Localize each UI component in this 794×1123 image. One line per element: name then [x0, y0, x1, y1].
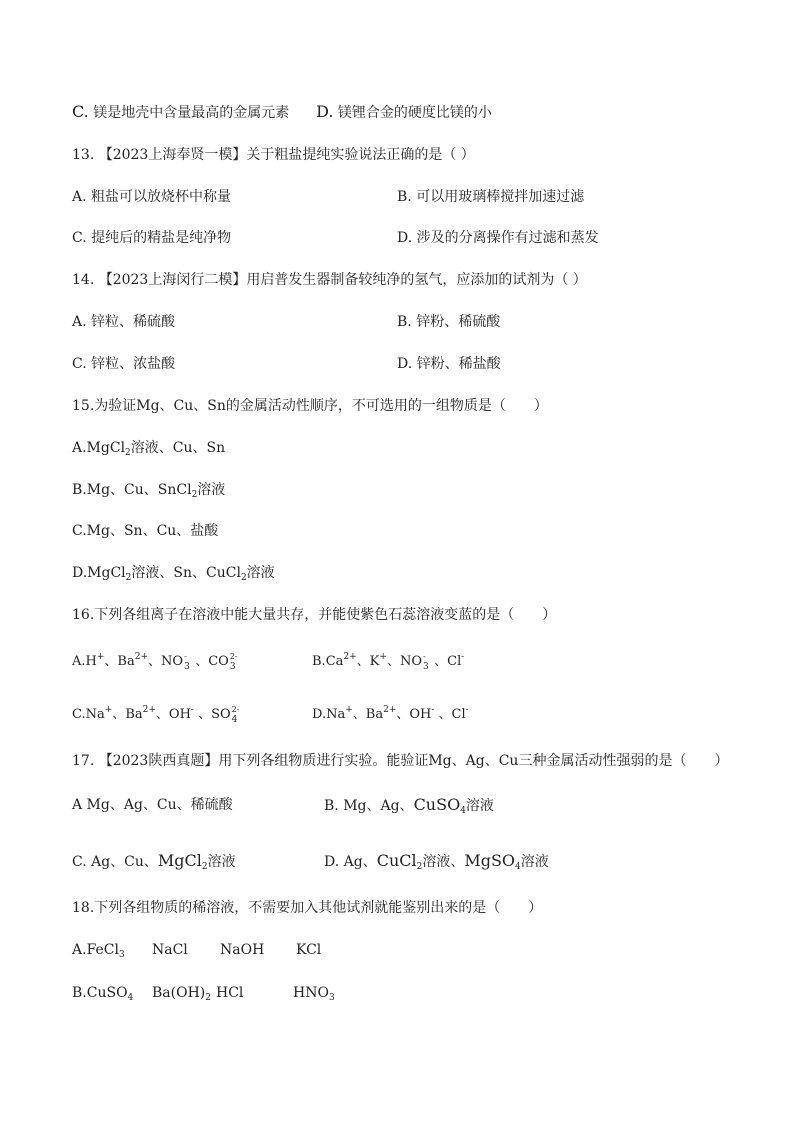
q13-option-a: A. 粗盐可以放烧杯中称量	[72, 189, 232, 205]
q15-a-text-2: 溶液、Cu、Sn	[130, 440, 226, 456]
q16-b-label: B.	[312, 654, 326, 669]
q17-d-formula-2: MgSO	[464, 851, 516, 870]
q16-a-h: H	[85, 654, 97, 669]
q16-a-no-subscript: 3	[184, 662, 190, 672]
q12-option-d-label: D.	[316, 102, 334, 121]
q17-c-formula: MgCl	[157, 851, 202, 870]
q18-a-item-4: KCl	[296, 942, 322, 958]
q15-d-subscript-1: 2	[125, 573, 132, 583]
q16-a-co-charge: 2-	[229, 652, 238, 661]
q16-d-oh: 、OH	[396, 707, 432, 722]
q16-d-ba: 、Ba	[352, 707, 384, 722]
q16-d-cl: 、Cl	[434, 707, 466, 722]
q16-a-h-charge: +	[96, 652, 105, 662]
q16-b-k: 、K	[356, 654, 380, 669]
q16-d-na: Na	[326, 707, 346, 722]
q18-stem: 18.下列各组物质的稀溶液，不需要加入其他试剂就能鉴别出来的是（ ）	[72, 900, 543, 916]
q13-option-d: D. 涉及的分离操作有过滤和蒸发	[397, 230, 599, 246]
q17-option-b	[324, 796, 494, 815]
q18-b-label: B.	[72, 985, 87, 1001]
q17-b-text: B. Mg、Ag、	[324, 798, 414, 814]
q16-d-na-charge: +	[345, 705, 353, 715]
q16-a-no: 、NO	[148, 654, 184, 669]
q18-b-item-2-subscript: 2	[205, 993, 211, 1003]
q16-b-cl-charge: -	[461, 652, 465, 662]
q16-a-ba-charge: 2+	[134, 652, 149, 662]
q14-option-c: C. 锌粒、浓盐酸	[72, 356, 176, 372]
q18-a-item-2: NaCl	[152, 942, 188, 958]
q16-d-oh-charge: -	[431, 705, 435, 715]
q15-stem: 15.为验证Mg、Cu、Sn的金属活动性顺序，不可选用的一组物质是（ ）	[72, 398, 548, 414]
q15-b-text: B.Mg、Cu、SnCl	[72, 482, 192, 498]
q17-d-subscript-1: 2	[416, 862, 423, 872]
q16-a-no-charge: -	[184, 652, 187, 661]
q15-option-c: C.Mg、Sn、Cu、盐酸	[72, 523, 219, 539]
q12-option-c-text: 镁是地壳中含量最高的金属元素	[93, 105, 290, 121]
q17-d-text-2: 溶液、	[422, 854, 465, 870]
q17-d-text: D. Ag、	[324, 854, 377, 870]
q17-b-subscript: 4	[460, 806, 466, 816]
q17-c-text: C. Ag、Cu、	[72, 854, 158, 870]
q16-b-no-charge: -	[422, 652, 426, 661]
q13-option-b: B. 可以用玻璃棒搅拌加速过滤	[397, 189, 585, 205]
q14-stem: 14. 【2023上海闵行二模】用启普发生器制备较纯净的氢气，应添加的试剂为（ ）	[72, 272, 587, 288]
q15-d-text-3: 溶液	[246, 565, 275, 581]
q16-stem: 16.下列各组离子在溶液中能大量共存，并能使紫色石蕊溶液变蓝的是（ ）	[72, 607, 557, 623]
q18-a-item-1: FeCl	[86, 942, 119, 958]
q16-option-d	[312, 706, 469, 724]
q18-b-item-2-text: Ba(OH)	[152, 985, 206, 1001]
q16-option-a	[72, 653, 237, 671]
q17-stem: 17. 【2023陕西真题】用下列各组物质进行实验。能验证Mg、Ag、Cu三种金属活动性强弱的是（ ）	[72, 753, 729, 769]
q17-option-d	[324, 852, 549, 871]
q13-stem: 13. 【2023上海奉贤一模】关于粗盐提纯实验说法正确的是（ ）	[72, 147, 475, 163]
q16-b-no-subscript: 3	[422, 662, 429, 672]
q18-option-b	[72, 984, 133, 1002]
q18-b-item-1: CuSO	[86, 985, 128, 1001]
q16-d-label: D.	[312, 707, 327, 722]
q15-d-text: D.MgCl	[72, 565, 126, 581]
q17-option-a: A Mg、Ag、Cu、稀硫酸	[72, 797, 233, 813]
q16-b-ca: Ca	[325, 654, 344, 669]
q16-c-na-charge: +	[104, 705, 113, 715]
q17-d-subscript-2: 4	[515, 862, 521, 872]
q16-c-ba: 、Ba	[112, 707, 143, 722]
q15-b-subscript: 2	[191, 490, 198, 500]
q17-b-formula: CuSO	[413, 795, 461, 814]
q16-a-co-subscript: 3	[229, 662, 236, 672]
q18-b-item-4-subscript: 3	[328, 993, 335, 1003]
q12-option-row	[72, 103, 492, 122]
q16-c-label: C.	[72, 707, 86, 722]
q18-option-a	[72, 941, 125, 959]
q18-a-label: A.	[72, 942, 87, 958]
q15-a-subscript: 2	[125, 448, 131, 458]
q14-option-b: B. 锌粉、稀硫酸	[397, 314, 501, 330]
q15-d-subscript-2: 2	[240, 573, 247, 583]
q16-b-k-charge: +	[379, 652, 387, 662]
q15-option-b	[72, 481, 225, 499]
q16-c-oh: 、OH	[155, 707, 191, 722]
q17-b-text-2: 溶液	[465, 798, 494, 814]
q16-d-ba-charge: 2+	[383, 705, 397, 715]
q16-a-label: A.	[72, 654, 86, 669]
q15-option-d	[72, 564, 275, 582]
q18-b-item-4	[293, 984, 335, 1002]
q15-b-text-2: 溶液	[197, 482, 226, 498]
q16-option-c	[72, 706, 239, 724]
q16-a-co: 、CO	[191, 654, 229, 669]
q18-b-item-4-text: HNO	[293, 985, 329, 1001]
q17-c-text-2: 溶液	[207, 854, 236, 870]
q14-option-d: D. 锌粉、稀盐酸	[397, 356, 501, 372]
q17-option-c	[72, 852, 236, 871]
q15-a-text: A.MgCl	[72, 440, 126, 456]
q16-b-no: 、NO	[386, 654, 422, 669]
q12-option-d-text: 镁锂合金的硬度比镁的小	[337, 105, 492, 121]
q16-c-so-subscript: 4	[231, 715, 238, 725]
q16-b-ca-charge: 2+	[343, 652, 357, 662]
q12-option-c-label: C.	[72, 102, 89, 121]
q16-c-so: 、SO	[193, 707, 231, 722]
q17-c-subscript: 2	[201, 862, 208, 872]
q16-c-so-charge: 2-	[231, 705, 240, 714]
q18-b-item-2	[152, 984, 211, 1002]
q16-d-cl-charge: -	[465, 705, 469, 715]
q13-option-c: C. 提纯后的精盐是纯净物	[72, 230, 232, 246]
q15-option-a	[72, 439, 225, 457]
q15-d-text-2: 溶液、Sn、CuCl	[131, 565, 241, 581]
q18-a-item-3: NaOH	[220, 942, 265, 958]
q17-d-formula-1: CuCl	[376, 851, 417, 870]
q17-d-text-3: 溶液	[520, 854, 549, 870]
q14-option-a: A. 锌粒、稀硫酸	[72, 314, 176, 330]
q16-b-cl: 、Cl	[429, 654, 462, 669]
q18-a-item-1-subscript: 3	[119, 950, 125, 960]
q16-c-na: Na	[85, 707, 105, 722]
q16-c-oh-charge: -	[190, 705, 194, 715]
q18-b-item-1-subscript: 4	[127, 993, 134, 1003]
q16-a-ba: 、Ba	[104, 654, 135, 669]
q16-c-ba-charge: 2+	[142, 705, 156, 715]
q16-option-b	[312, 653, 464, 671]
q18-b-item-3: HCl	[216, 985, 244, 1001]
